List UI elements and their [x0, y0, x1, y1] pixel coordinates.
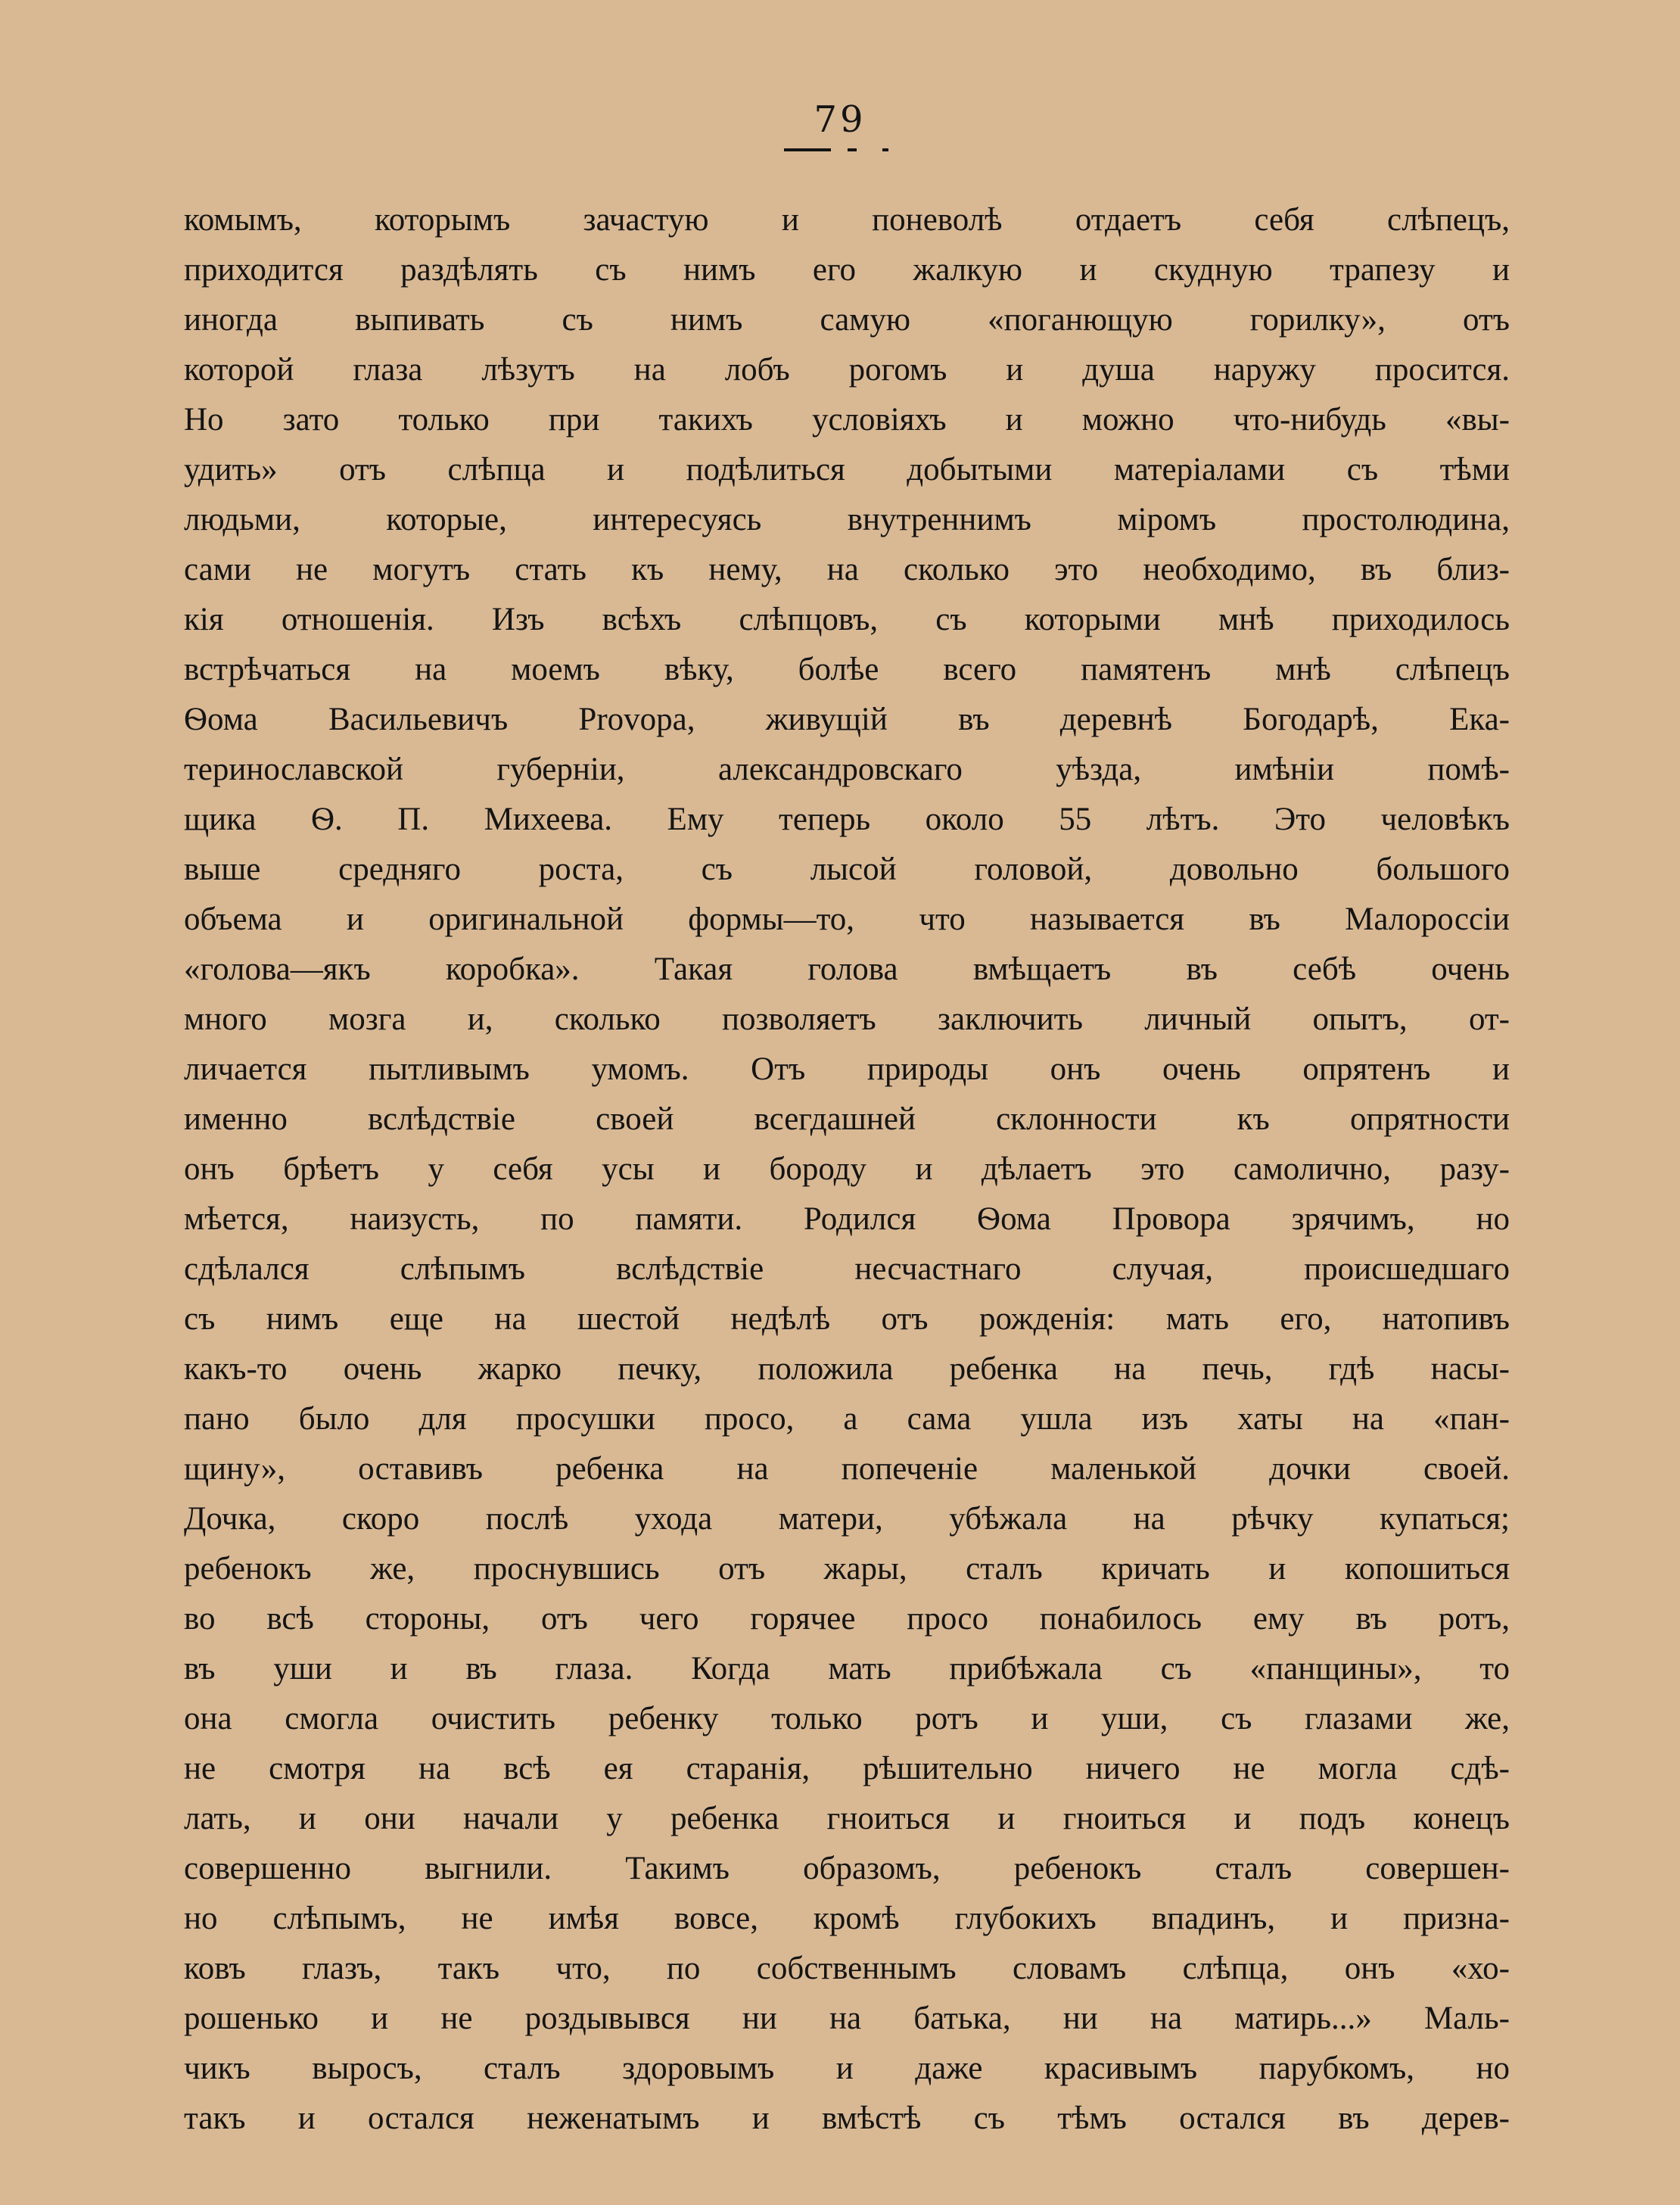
text-line: щину», оставивъ ребенка на попеченіе маленькой дочки своей.: [184, 1451, 1510, 1487]
page-number-rule: [784, 148, 898, 151]
page-number: 79: [814, 98, 866, 141]
text-line: она смогла очистить ребенку только ротъ и уши, съ глазами же,: [184, 1701, 1510, 1736]
text-line: рошенько и не роздывывся ни на батька, ни на матирь...» Маль-: [184, 2001, 1510, 2036]
text-line: какъ-то очень жарко печку, положила ребенка на печь, гдѣ насы-: [184, 1351, 1510, 1387]
text-line: въ уши и въ глаза. Когда мать прибѣжала съ «панщины», то: [184, 1651, 1510, 1686]
text-line: «голова—якъ коробка». Такая голова вмѣщаетъ въ себѣ очень: [184, 951, 1510, 987]
text-line: онъ брѣетъ у себя усы и бороду и дѣлаетъ это самолично, разу-: [184, 1151, 1510, 1187]
text-line: чикъ выросъ, сталъ здоровымъ и даже красивымъ парубкомъ, но: [184, 2051, 1510, 2086]
text-line: объема и оригинальной формы—то, что называется въ Малороссіи: [184, 902, 1510, 937]
text-line: во всѣ стороны, отъ чего горячее просо понабилось ему въ ротъ,: [184, 1601, 1510, 1637]
text-line: выше средняго роста, съ лысой головой, довольно большого: [184, 852, 1510, 887]
text-line: совершенно выгнили. Такимъ образомъ, ребенокъ сталъ совершен-: [184, 1851, 1510, 1886]
text-line: людьми, которые, интересуясь внутреннимъ міромъ простолюдина,: [184, 502, 1510, 537]
text-line: ребенокъ же, проснувшись отъ жары, сталъ кричать и копошиться: [184, 1551, 1510, 1587]
text-line: щика Ѳ. П. Михеева. Ему теперь около 55 лѣтъ. Это человѣкъ: [184, 802, 1510, 837]
text-line: такъ и остался неженатымъ и вмѣстѣ съ тѣмъ остался въ дерев-: [184, 2101, 1510, 2136]
text-line: встрѣчаться на моемъ вѣку, болѣе всего памятенъ мнѣ слѣпецъ: [184, 652, 1510, 687]
text-line: которой глаза лѣзутъ на лобъ рогомъ и душа наружу просится.: [184, 352, 1510, 388]
text-line: не смотря на всѣ ея старанія, рѣшительно ничего не могла сдѣ-: [184, 1751, 1510, 1786]
text-line: съ нимъ еще на шестой недѣлѣ отъ рожденія: мать его, натопивъ: [184, 1301, 1510, 1337]
text-line: сами не могутъ стать къ нему, на сколько это необходимо, въ близ-: [184, 552, 1510, 587]
text-line: пано было для просушки просо, а сама ушла изъ хаты на «пан-: [184, 1401, 1510, 1437]
text-line: приходится раздѣлять съ нимъ его жалкую и скудную трапезу и: [184, 252, 1510, 288]
text-line: комымъ, которымъ зачастую и поневолѣ отдаетъ себя слѣпецъ,: [184, 202, 1510, 238]
text-line: Дочка, скоро послѣ ухода матери, убѣжала на рѣчку купаться;: [184, 1501, 1510, 1537]
text-line: теринославской губерніи, александровскаго уѣзда, имѣніи помѣ-: [184, 752, 1510, 787]
body-text: [184, 195, 1510, 2144]
text-line: иногда выпивать съ нимъ самую «поганющую горилку», отъ: [184, 302, 1510, 338]
text-line: удить» отъ слѣпца и подѣлиться добытыми матеріалами съ тѣми: [184, 452, 1510, 487]
text-line: именно вслѣдствіе своей всегдашней склонности къ опрятности: [184, 1101, 1510, 1137]
text-line: кія отношенія. Изъ всѣхъ слѣпцовъ, съ которыми мнѣ приходилось: [184, 602, 1510, 637]
text-line: Ѳома Васильевичъ Provора, живущій въ деревнѣ Богодарѣ, Ека-: [184, 702, 1510, 737]
text-line: мѣется, наизусть, по памяти. Родился Ѳома Провора зрячимъ, но: [184, 1201, 1510, 1237]
text-line: Но зато только при такихъ условіяхъ и можно что-нибудь «вы-: [184, 402, 1510, 438]
text-line: но слѣпымъ, не имѣя вовсе, кромѣ глубокихъ впадинъ, и призна-: [184, 1901, 1510, 1936]
text-line: ковъ глазъ, такъ что, по собственнымъ словамъ слѣпца, онъ «хо-: [184, 1951, 1510, 1986]
text-line: много мозга и, сколько позволяетъ заключить личный опытъ, от-: [184, 1001, 1510, 1037]
text-line: личается пытливымъ умомъ. Отъ природы онъ очень опрятенъ и: [184, 1051, 1510, 1087]
text-line: сдѣлался слѣпымъ вслѣдствіе несчастнаго случая, происшедшаго: [184, 1251, 1510, 1287]
text-line: лать, и они начали у ребенка гноиться и гноиться и подъ конецъ: [184, 1801, 1510, 1836]
